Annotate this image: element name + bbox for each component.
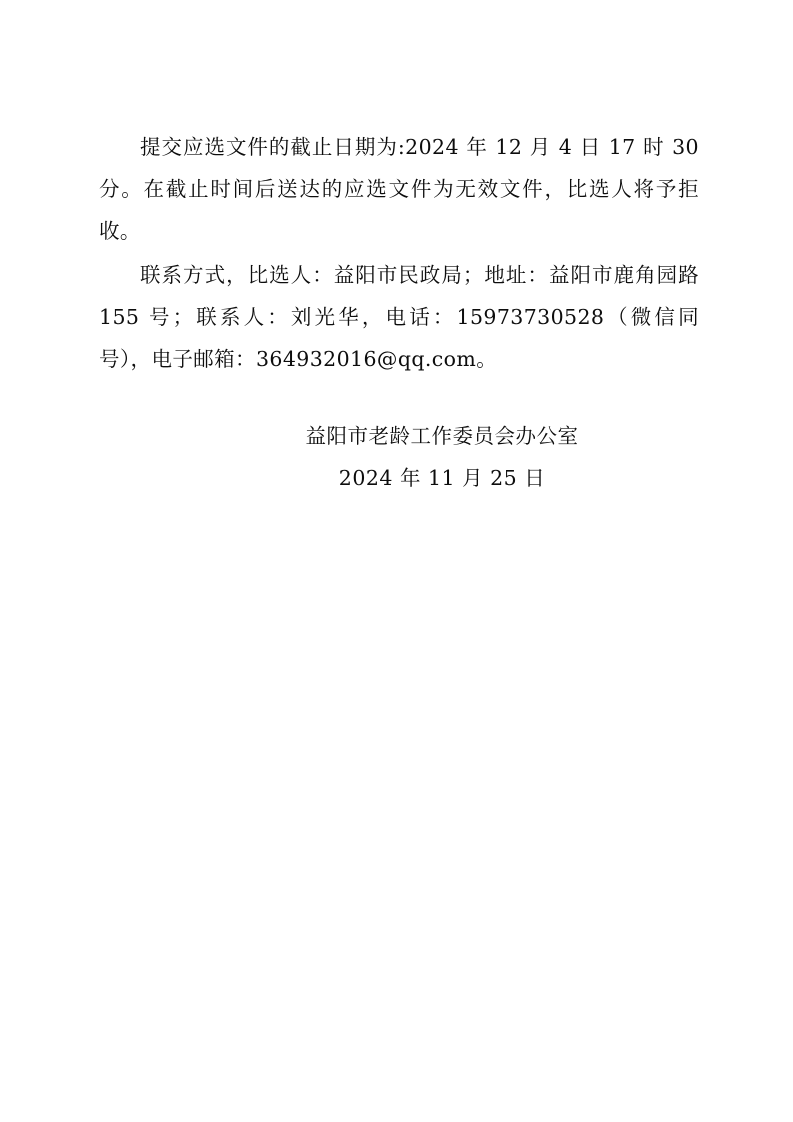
signature-block [99, 415, 699, 499]
paragraph-contact: 联系方式，比选人：益阳市民政局；地址：益阳市鹿角园路 155 号；联系人：刘光华，电话：15973730528（微信同号），电子邮箱：364932016@qq.com。 [99, 263, 699, 371]
paragraph-deadline: 提交应选文件的截止日期为:2024 年 12 月 4 日 17 时 30 分。在截止时间后送达的应选文件为无效文件，比选人将予拒收。 [99, 135, 699, 243]
signature-organization: 益阳市老龄工作委员会办公室 [305, 424, 579, 448]
document-body [99, 126, 699, 380]
signature-date: 2024 年 11 月 25 日 [338, 466, 546, 490]
